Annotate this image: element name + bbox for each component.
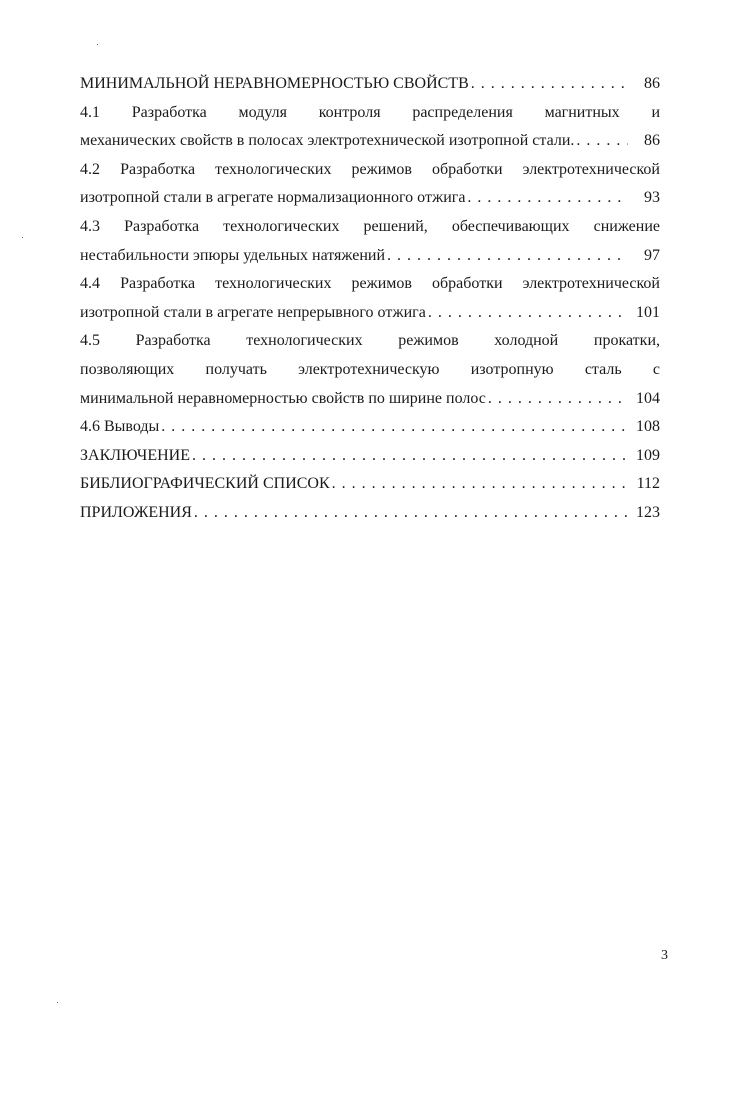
toc-entry (80, 70, 660, 99)
scan-speck (97, 44, 98, 45)
toc-page-number: 104 (636, 389, 660, 407)
dot-leader (161, 413, 628, 442)
toc-entry (80, 156, 660, 213)
dot-leader (467, 184, 628, 213)
dot-leader (194, 499, 628, 528)
toc-line-text: 4.3 Разработка технологических решений, обеспечивающих снижение (80, 217, 660, 235)
toc-line (80, 99, 660, 128)
toc-line-text: ПРИЛОЖЕНИЯ (80, 503, 192, 521)
toc-entry (80, 99, 660, 156)
page-number: 3 (661, 948, 668, 963)
toc-line (80, 413, 660, 442)
toc-line-text: БИБЛИОГРАФИЧЕСКИЙ СПИСОК (80, 475, 330, 493)
toc-entry (80, 499, 660, 528)
dot-leader (471, 70, 628, 99)
toc-line (80, 184, 660, 213)
toc-page-number: 97 (644, 246, 660, 264)
toc-page-number: 123 (636, 503, 660, 521)
toc-entry (80, 213, 660, 270)
toc-line-text: изотропной стали в агрегате нормализационного отжига (80, 189, 466, 207)
toc-line-text: 4.2 Разработка технологических режимов обработки электротехнической (80, 160, 660, 178)
toc-line (80, 299, 660, 328)
dot-leader (428, 299, 628, 328)
toc-line (80, 385, 660, 414)
toc-page-number: 86 (644, 75, 660, 92)
toc-line (80, 499, 660, 528)
scan-speck (22, 237, 23, 238)
toc-entry (80, 442, 660, 471)
toc-line-text: минимальной неравномерностью свойств по ширине полос (80, 389, 486, 407)
toc-line-text: 4.5 Разработка технологических режимов холодной прокатки, (80, 332, 660, 350)
toc-entry (80, 413, 660, 442)
toc-page-number: 108 (636, 418, 660, 436)
toc-line (80, 213, 660, 242)
toc-line-text: МИНИМАЛЬНОЙ НЕРАВНОМЕРНОСТЬЮ СВОЙСТВ (80, 75, 469, 92)
toc-line (80, 470, 660, 499)
toc-line (80, 327, 660, 356)
toc-line-text: 4.4 Разработка технологических режимов обработки электротехнической (80, 275, 660, 293)
toc-page-number: 109 (636, 446, 660, 464)
toc-entry (80, 270, 660, 327)
toc-line-text: ЗАКЛЮЧЕНИЕ (80, 446, 190, 464)
toc-line-text: механических свойств в полосах электротехнической изотропной стали. (80, 132, 575, 150)
toc-line-text: нестабильности эпюры удельных натяжений (80, 246, 386, 264)
toc-entry (80, 327, 660, 413)
toc-page-number: 93 (644, 189, 660, 207)
scan-speck (57, 1002, 58, 1003)
toc-page-number: 112 (636, 475, 660, 493)
toc-line-text: позволяющих получать электротехническую изотропную сталь с (80, 360, 660, 378)
toc-line (80, 356, 660, 385)
dot-leader (488, 385, 628, 414)
toc-line (80, 242, 660, 271)
dot-leader (387, 242, 628, 271)
toc-line-text: 4.6 Выводы (80, 418, 160, 436)
table-of-contents (80, 70, 660, 528)
dot-leader (576, 127, 628, 156)
dot-leader (332, 470, 628, 499)
toc-line (80, 156, 660, 185)
toc-line (80, 442, 660, 471)
toc-line-text: изотропной стали в агрегате непрерывного отжига (80, 303, 426, 321)
toc-line (80, 270, 660, 299)
dot-leader (192, 442, 628, 471)
toc-page-number: 86 (644, 132, 660, 150)
toc-line (80, 127, 660, 156)
toc-page-number: 101 (636, 303, 660, 321)
toc-entry (80, 470, 660, 499)
toc-line-text: 4.1 Разработка модуля контроля распределения магнитных и (80, 103, 660, 121)
toc-line (80, 70, 660, 99)
